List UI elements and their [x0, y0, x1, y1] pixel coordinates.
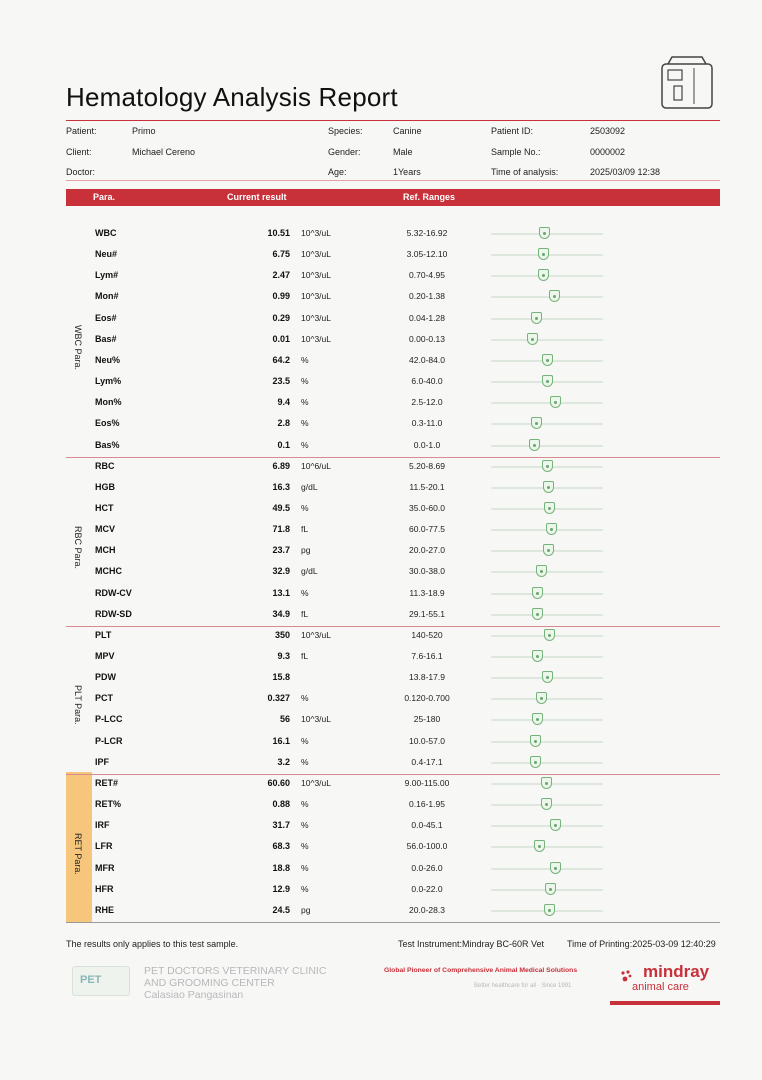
range-marker-icon [530, 735, 541, 747]
range-track [491, 762, 603, 764]
param-ref-range: 0.04-1.28 [409, 312, 445, 323]
param-unit: pg [301, 904, 311, 915]
param-name: LFR [95, 841, 113, 852]
param-value: 0.88 [272, 799, 290, 810]
range-marker-icon [542, 460, 553, 472]
range-track [491, 339, 603, 341]
param-value: 0.01 [272, 333, 290, 344]
param-ref-range: 29.1-55.1 [409, 608, 445, 619]
client-label: Client: [66, 147, 92, 157]
range-marker-icon [541, 777, 552, 789]
param-unit: 10^3/uL [301, 312, 331, 323]
range-marker-icon [538, 269, 549, 281]
param-ref-range: 0.16-1.95 [409, 799, 445, 810]
param-ref-range: 0.3-11.0 [411, 418, 443, 429]
param-unit: g/dL [301, 481, 318, 492]
range-track [491, 825, 603, 827]
table-row [66, 667, 720, 688]
range-marker-icon [532, 587, 543, 599]
param-unit: 10^3/uL [301, 249, 331, 260]
table-row [66, 540, 720, 561]
param-unit: % [301, 502, 309, 513]
table-row [66, 265, 720, 286]
company-slogan: Global Pioneer of Comprehensive Animal Medical Solutions [384, 967, 578, 974]
param-value: 23.5 [272, 376, 290, 387]
range-marker-icon [549, 290, 560, 302]
range-marker-icon [532, 608, 543, 620]
age-label: Age: [328, 167, 347, 177]
table-row [66, 773, 720, 794]
range-marker-icon [544, 502, 555, 514]
param-unit: fL [301, 608, 309, 619]
param-name: Neu% [95, 354, 121, 365]
param-name: Eos# [95, 312, 117, 323]
range-marker-icon [544, 904, 555, 916]
brand-logo: mindray [643, 962, 710, 981]
table-row [66, 413, 720, 434]
param-name: PLT [95, 629, 112, 640]
range-marker-icon [527, 333, 538, 345]
param-name: RET# [95, 777, 119, 788]
table-row [66, 879, 720, 900]
table-row [66, 900, 720, 921]
param-name: Eos% [95, 418, 120, 429]
param-name: Bas# [95, 333, 117, 344]
table-row [66, 392, 720, 413]
param-ref-range: 35.0-60.0 [409, 502, 445, 513]
param-unit: 10^3/uL [301, 629, 331, 640]
group-label [64, 325, 92, 371]
param-name: PDW [95, 672, 116, 683]
sample-no-label: Sample No.: [491, 147, 541, 157]
clinic-logo-text: PET [80, 974, 102, 986]
table-row [66, 561, 720, 582]
clinic-name-line2: AND GROOMING CENTER [144, 977, 275, 989]
param-value: 31.7 [272, 820, 290, 831]
param-ref-range: 11.5-20.1 [409, 481, 445, 492]
range-track [491, 698, 603, 700]
param-unit: 10^3/uL [301, 333, 331, 344]
range-track [491, 656, 603, 658]
param-value: 18.8 [272, 862, 290, 873]
param-value: 16.3 [272, 481, 290, 492]
param-ref-range: 60.0-77.5 [409, 524, 445, 535]
param-unit: 10^3/uL [301, 777, 331, 788]
clinic-name-line1: PET DOCTORS VETERINARY CLINIC [144, 965, 327, 977]
footer-note: The results only applies to this test sample. [66, 939, 239, 949]
page-title: Hematology Analysis Report [66, 82, 398, 112]
gender-value: Male [393, 147, 413, 157]
param-value: 0.29 [272, 312, 290, 323]
param-name: RDW-SD [95, 608, 132, 619]
param-unit: fL [301, 524, 309, 535]
param-unit: % [301, 756, 309, 767]
param-name: Neu# [95, 249, 118, 260]
param-value: 2.8 [277, 418, 290, 429]
param-value: 6.75 [272, 249, 290, 260]
param-unit: % [301, 799, 309, 810]
param-ref-range: 3.05-12.10 [406, 249, 448, 260]
param-unit: pg [301, 545, 311, 556]
param-name: P-LCR [95, 735, 123, 746]
range-track [491, 614, 603, 616]
param-ref-range: 5.32-16.92 [406, 228, 448, 238]
table-row [66, 308, 720, 329]
table-row [66, 223, 720, 244]
param-name: IPF [95, 756, 110, 767]
param-value: 49.5 [272, 502, 290, 513]
range-marker-icon [539, 227, 550, 239]
range-marker-icon [530, 756, 541, 768]
table-row [66, 646, 720, 667]
doctor-label: Doctor: [66, 167, 96, 177]
param-name: MPV [95, 651, 115, 661]
table-row [66, 286, 720, 307]
param-ref-range: 13.8-17.9 [409, 672, 445, 683]
analysis-time-label: Time of analysis: [491, 167, 559, 177]
param-unit: % [301, 418, 309, 429]
param-unit: 10^3/uL [301, 228, 331, 238]
table-row [66, 350, 720, 371]
range-track [491, 318, 603, 320]
group-label [64, 832, 92, 875]
param-name: RDW-CV [95, 587, 132, 598]
param-unit: fL [301, 651, 309, 661]
param-ref-range: 0.0-22.0 [411, 883, 443, 894]
table-row [66, 858, 720, 879]
table-row [66, 836, 720, 857]
param-unit: % [301, 587, 309, 598]
range-marker-icon [550, 396, 561, 408]
range-marker-icon [542, 375, 553, 387]
footer-divider [66, 922, 720, 923]
param-ref-range: 30.0-38.0 [409, 566, 445, 577]
range-marker-icon [532, 650, 543, 662]
param-name: MCH [95, 545, 116, 556]
clinic-logo [72, 966, 130, 996]
param-name: Lym% [95, 376, 122, 387]
param-ref-range: 20.0-27.0 [409, 545, 445, 556]
param-ref-range: 9.00-115.00 [404, 777, 450, 788]
param-value: 68.3 [272, 841, 290, 852]
range-marker-icon [546, 523, 557, 535]
param-value: 64.2 [272, 354, 290, 365]
param-value: 10.51 [267, 228, 290, 238]
param-name: IRF [95, 820, 110, 831]
client-value: Michael Cereno [132, 147, 196, 157]
param-unit: 10^3/uL [301, 714, 331, 725]
param-unit: 10^3/uL [301, 291, 331, 302]
group-label [64, 684, 92, 725]
table-row [66, 583, 720, 604]
table-row [66, 519, 720, 540]
range-marker-icon [536, 692, 547, 704]
param-value: 0.327 [267, 693, 290, 704]
range-track [491, 445, 603, 447]
param-name: RHE [95, 904, 115, 915]
header-para: Para. [93, 192, 116, 202]
param-name: PCT [95, 693, 113, 704]
gender-label: Gender: [328, 147, 361, 157]
table-row [66, 329, 720, 350]
param-ref-range: 25-180 [413, 714, 441, 725]
patient-id-label: Patient ID: [491, 126, 534, 136]
param-name: RBC [95, 460, 115, 471]
range-marker-icon [550, 862, 561, 874]
param-value: 12.9 [272, 883, 290, 894]
table-row [66, 688, 720, 709]
param-value: 71.8 [272, 524, 290, 535]
param-ref-range: 2.5-12.0 [411, 397, 443, 408]
table-row [66, 815, 720, 836]
param-ref-range: 56.0-100.0 [406, 841, 448, 852]
param-ref-range: 6.0-40.0 [411, 376, 443, 387]
table-row [66, 371, 720, 392]
param-ref-range: 0.70-4.95 [409, 270, 445, 281]
param-name: MFR [95, 862, 115, 873]
param-value: 23.7 [272, 545, 290, 556]
table-row [66, 477, 720, 498]
param-value: 24.5 [272, 904, 290, 915]
param-name: RET% [95, 799, 122, 810]
group-label-text: PLT Para. [73, 684, 83, 725]
param-name: Mon# [95, 291, 119, 302]
param-name: P-LCC [95, 714, 123, 725]
range-marker-icon [532, 713, 543, 725]
title-divider [66, 120, 720, 121]
range-marker-icon [542, 671, 553, 683]
param-value: 6.89 [272, 460, 290, 471]
range-marker-icon [529, 439, 540, 451]
range-track [491, 571, 603, 573]
param-ref-range: 0.4-17.1 [411, 756, 443, 767]
param-unit: % [301, 693, 309, 704]
param-name: HFR [95, 883, 114, 894]
table-row [66, 456, 720, 477]
species-label: Species: [328, 126, 363, 136]
company-sub-slogan: Better healthcare for all · Since 1991 [474, 983, 572, 989]
results-table-header [66, 189, 720, 206]
range-track [491, 296, 603, 298]
table-row [66, 244, 720, 265]
param-value: 13.1 [272, 587, 290, 598]
table-row [66, 435, 720, 456]
range-marker-icon [543, 544, 554, 556]
param-name: Bas% [95, 439, 120, 450]
table-row [66, 604, 720, 625]
param-ref-range: 5.20-8.69 [409, 460, 445, 471]
param-value: 16.1 [272, 735, 290, 746]
brand-bar [610, 1001, 720, 1005]
table-row [66, 498, 720, 519]
param-value: 56 [279, 714, 290, 725]
param-name: MCHC [95, 566, 122, 577]
param-value: 9.3 [277, 651, 290, 661]
param-name: HCT [95, 502, 114, 513]
param-ref-range: 42.0-84.0 [409, 354, 445, 365]
range-marker-icon [545, 883, 556, 895]
range-marker-icon [544, 629, 555, 641]
range-marker-icon [538, 248, 549, 260]
sample-no-value: 0000002 [590, 147, 626, 157]
analysis-time-value: 2025/03/09 12:38 [590, 167, 661, 177]
param-unit: % [301, 862, 309, 873]
param-ref-range: 0.00-0.13 [409, 333, 445, 344]
brand-subtitle: animal care [632, 981, 689, 993]
param-value: 3.2 [277, 756, 290, 767]
param-ref-range: 10.0-57.0 [409, 735, 445, 746]
param-value: 32.9 [272, 566, 290, 577]
param-ref-range: 140-520 [411, 629, 443, 640]
group-label-text: WBC Para. [73, 325, 83, 371]
range-marker-icon [543, 481, 554, 493]
param-ref-range: 7.6-16.1 [411, 651, 443, 661]
param-ref-range: 0.20-1.38 [409, 291, 445, 302]
range-track [491, 593, 603, 595]
param-value: 34.9 [272, 608, 290, 619]
info-divider [66, 180, 720, 181]
range-marker-icon [531, 312, 542, 324]
table-row [66, 625, 720, 646]
group-label-text: RET Para. [73, 832, 83, 875]
table-row [66, 794, 720, 815]
param-unit: % [301, 820, 309, 831]
param-unit: % [301, 439, 309, 450]
time-of-printing: Time of Printing:2025-03-09 12:40:29 [567, 939, 716, 949]
param-value: 15.8 [272, 672, 290, 683]
param-ref-range: 20.0-28.3 [409, 904, 445, 915]
range-marker-icon [534, 840, 545, 852]
range-track [491, 868, 603, 870]
param-unit: % [301, 841, 309, 852]
param-ref-range: 0.0-45.1 [411, 820, 443, 831]
param-ref-range: 0.0-1.0 [413, 439, 441, 450]
param-value: 350 [274, 629, 290, 640]
range-marker-icon [542, 354, 553, 366]
range-marker-icon [531, 417, 542, 429]
param-name: Lym# [95, 270, 119, 281]
param-value: 60.60 [267, 777, 290, 788]
group-label-text: RBC Para. [73, 526, 83, 570]
param-ref-range: 0.0-26.0 [411, 862, 443, 873]
range-track [491, 402, 603, 404]
param-unit: % [301, 397, 309, 408]
param-name: HGB [95, 481, 115, 492]
param-value: 9.4 [277, 397, 290, 408]
param-value: 0.1 [277, 439, 290, 450]
param-unit: % [301, 354, 309, 365]
header-current-result: Current result [227, 192, 287, 202]
patient-id-value: 2503092 [590, 126, 626, 136]
param-value: 2.47 [272, 270, 290, 281]
range-track [491, 719, 603, 721]
header-ref-ranges: Ref. Ranges [403, 192, 456, 202]
clinic-address: Calasiao Pangasinan [144, 989, 244, 1001]
range-track [491, 846, 603, 848]
age-value: 1Years [393, 167, 421, 177]
param-value: 0.99 [272, 291, 290, 302]
param-unit: % [301, 735, 309, 746]
patient-value: Primo [132, 126, 156, 136]
range-marker-icon [550, 819, 561, 831]
param-name: MCV [95, 524, 115, 535]
table-row [66, 752, 720, 773]
param-unit: % [301, 883, 309, 894]
range-marker-icon [541, 798, 552, 810]
species-value: Canine [393, 126, 422, 136]
patient-label: Patient: [66, 126, 97, 136]
range-track [491, 741, 603, 743]
param-ref-range: 11.3-18.9 [409, 587, 445, 598]
group-label [64, 526, 92, 570]
range-track [491, 423, 603, 425]
param-unit: g/dL [301, 566, 318, 577]
param-unit: 10^3/uL [301, 270, 331, 281]
paw-icon [620, 970, 632, 984]
test-instrument: Test Instrument:Mindray BC-60R Vet [398, 939, 545, 949]
table-row [66, 709, 720, 730]
param-name: WBC [95, 228, 117, 238]
table-row [66, 731, 720, 752]
param-name: Mon% [95, 397, 122, 408]
param-unit: % [301, 376, 309, 387]
param-ref-range: 0.120-0.700 [404, 693, 450, 704]
analyzer-device-icon [658, 54, 716, 110]
param-unit: 10^6/uL [301, 460, 331, 471]
range-marker-icon [536, 565, 547, 577]
